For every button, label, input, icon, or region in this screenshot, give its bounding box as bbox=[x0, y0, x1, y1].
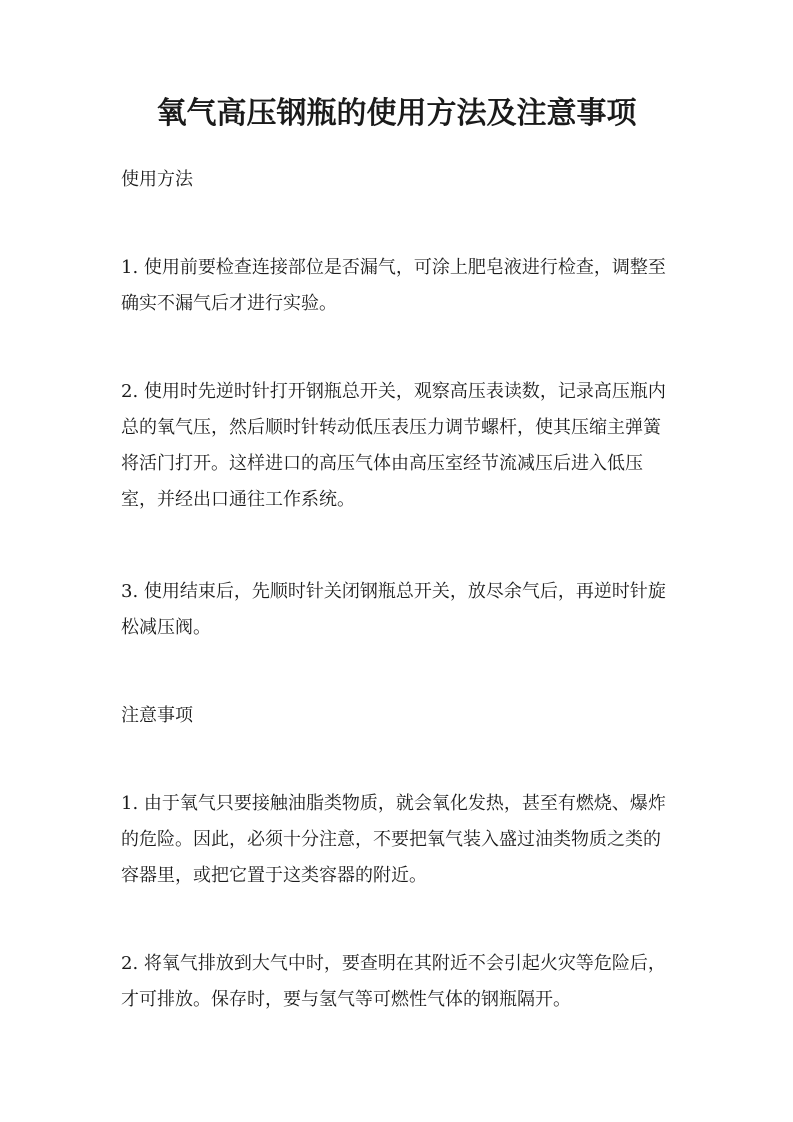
precaution-item-2: 2. 将氧气排放到大气中时，要查明在其附近不会引起火灾等危险后，才可排放。保存时，要与氢气等可燃性气体的钢瓶隔开。 bbox=[121, 953, 666, 1010]
usage-item-1: 1. 使用前要检查连接部位是否漏气，可涂上肥皂液进行检查，调整至确实不漏气后才进行实验。 bbox=[121, 257, 666, 314]
section-heading-precautions: 注意事项 bbox=[121, 705, 193, 726]
usage-item-2: 2. 使用时先逆时针打开钢瓶总开关，观察高压表读数，记录高压瓶内总的氧气压，然后顺时针转动低压表压力调节螺杆，使其压缩主弹簧将活门打开。这样进口的高压气体由高压室经节流减压后进入低压室，并经出口通往工作系统。 bbox=[121, 381, 666, 510]
precaution-item-1: 1. 由于氧气只要接触油脂类物质，就会氧化发热，甚至有燃烧、爆炸的危险。因此，必须十分注意，不要把氧气装入盛过油类物质之类的容器里，或把它置于这类容器的附近。 bbox=[121, 793, 666, 886]
page-title: 氧气高压钢瓶的使用方法及注意事项 bbox=[156, 96, 637, 131]
usage-item-3: 3. 使用结束后，先顺时针关闭钢瓶总开关，放尽余气后，再逆时针旋松减压阀。 bbox=[121, 581, 666, 638]
section-heading-usage: 使用方法 bbox=[121, 169, 193, 190]
